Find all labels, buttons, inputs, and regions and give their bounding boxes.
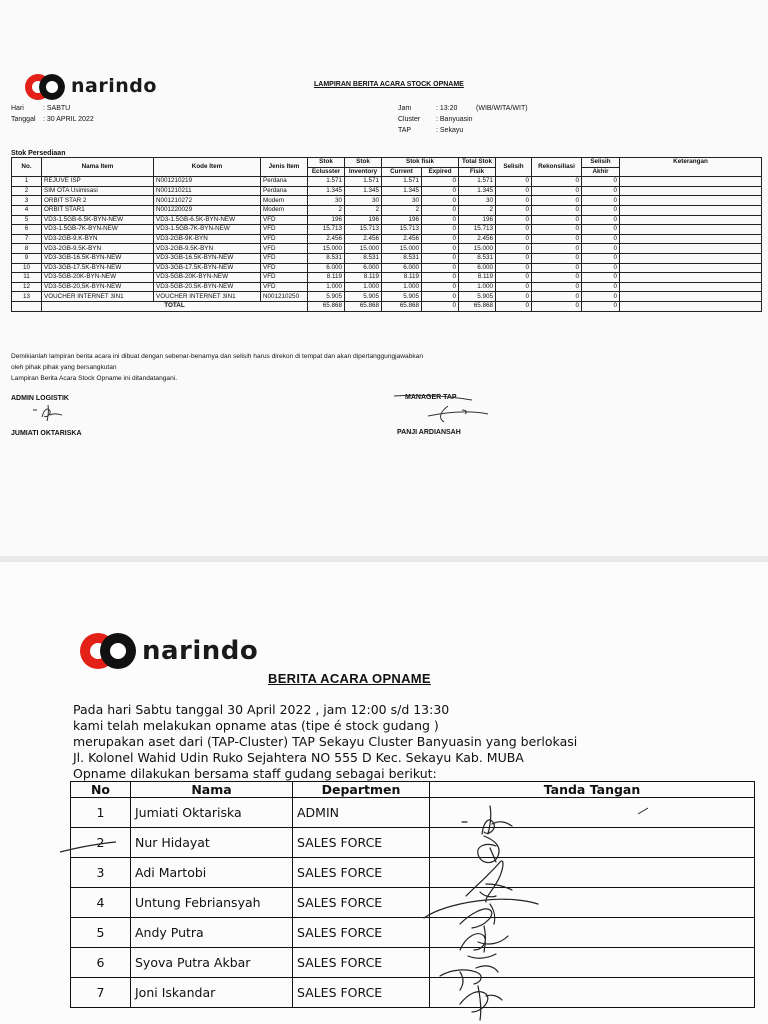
staff-cell-no: 3: [71, 858, 131, 888]
cell-inventory: 8.531: [345, 253, 382, 263]
cell-rekon: 0: [532, 234, 582, 244]
table-row: [12, 177, 762, 187]
cell-ecluster: 8.531: [308, 253, 345, 263]
cell-nama: ORBIT STAR 2: [42, 196, 154, 206]
cell-current: 196: [382, 215, 422, 225]
cell-no: 11: [12, 273, 42, 283]
total-ecluster: 65.868: [308, 301, 345, 311]
cell-ket: [620, 292, 762, 302]
cell-total: 15.713: [459, 225, 496, 235]
staff-row: [71, 948, 755, 978]
staff-row: [71, 828, 755, 858]
cell-no: 6: [12, 225, 42, 235]
staff-row: [71, 978, 755, 1008]
table-row: [12, 205, 762, 215]
total-rekon: 0: [532, 301, 582, 311]
cell-kode: VD3-2GB-9.5K-BYN: [154, 244, 261, 254]
staff-cell-dept: SALES FORCE: [293, 858, 430, 888]
cell-blank: [12, 301, 42, 311]
cell-expired: 0: [422, 253, 459, 263]
cell-inventory: 2.456: [345, 234, 382, 244]
cell-selisih: 0: [496, 205, 532, 215]
cell-jenis: Perdana: [261, 186, 308, 196]
th-selisih: Selisih: [496, 158, 532, 177]
cell-rekon: 0: [532, 177, 582, 187]
cell-expired: 0: [422, 196, 459, 206]
cell-selisih: 0: [496, 253, 532, 263]
table-row: [12, 196, 762, 206]
cell-jenis: VFD: [261, 263, 308, 273]
cell-no: 10: [12, 263, 42, 273]
cell-kode: N001210219: [154, 177, 261, 187]
cell-total: 15.000: [459, 244, 496, 254]
cell-current: 1.345: [382, 186, 422, 196]
sign-left-name: JUMIATI OKTARISKA: [11, 430, 82, 437]
th-total-stok: Total Stok: [459, 158, 496, 168]
cell-kode: VD3-3GB-16.5K-BYN-NEW: [154, 253, 261, 263]
table-row: [12, 263, 762, 273]
staff-cell-nama: Adi Martobi: [131, 858, 293, 888]
narrative-line-4: Jl. Kolonel Wahid Udin Ruko Sejahtera NO 555 D Kec. Sekayu Kab. MUBA: [73, 750, 524, 765]
staff-cell-dept: SALES FORCE: [293, 918, 430, 948]
table-row: [12, 215, 762, 225]
cell-no: 2: [12, 186, 42, 196]
cell-ket: [620, 282, 762, 292]
cell-jenis: VFD: [261, 244, 308, 254]
cell-akhir: 0: [582, 273, 620, 283]
info-value-tap: : Sekayu: [436, 127, 464, 134]
cell-inventory: 6.000: [345, 263, 382, 273]
cell-current: 1.571: [382, 177, 422, 187]
cell-nama: VD3-3GB-17.5K-BYN-NEW: [42, 263, 154, 273]
staff-cell-no: 1: [71, 798, 131, 828]
cell-total: 8.119: [459, 273, 496, 283]
cell-nama: VD3-5GB-20,5K-BYN-NEW: [42, 282, 154, 292]
cell-total: 6.000: [459, 263, 496, 273]
cell-jenis: Perdana: [261, 177, 308, 187]
cell-ecluster: 30: [308, 196, 345, 206]
staff-cell-dept: SALES FORCE: [293, 888, 430, 918]
cell-expired: 0: [422, 215, 459, 225]
narindo-logo-icon: [25, 73, 65, 101]
staff-cell-nama: Jumiati Oktariska: [131, 798, 293, 828]
cell-current: 8.531: [382, 253, 422, 263]
staff-th-ttd: Tanda Tangan: [430, 782, 755, 798]
info-value-jam: : 13:20: [436, 105, 458, 112]
th-selisih-akhir-2: Akhir: [582, 167, 620, 177]
cell-current: 2: [382, 205, 422, 215]
info-label-hari: Hari: [11, 105, 24, 112]
cell-kode: VD3-2GB-9K-BYN: [154, 234, 261, 244]
th-current: Current: [382, 167, 422, 177]
cell-total: 1.345: [459, 186, 496, 196]
cell-inventory: 1.000: [345, 282, 382, 292]
th-stok-fisik: Stok fisik: [382, 158, 459, 168]
total-current: 65.868: [382, 301, 422, 311]
total-expired: 0: [422, 301, 459, 311]
cell-rekon: 0: [532, 225, 582, 235]
cell-kode: N001220029: [154, 205, 261, 215]
cell-inventory: 1.345: [345, 186, 382, 196]
cell-ecluster: 15.000: [308, 244, 345, 254]
cell-selisih: 0: [496, 244, 532, 254]
cell-ket: [620, 263, 762, 273]
cell-total: 2.456: [459, 234, 496, 244]
narrative: [73, 702, 713, 782]
cell-rekon: 0: [532, 215, 582, 225]
cell-expired: 0: [422, 186, 459, 196]
statement-line-3: Lampiran Berita Acara Stock Opname ini ditandatangani.: [11, 375, 178, 382]
cell-no: 7: [12, 234, 42, 244]
total-row: [12, 301, 762, 311]
cell-akhir: 0: [582, 263, 620, 273]
staff-th-dept: Departmen: [293, 782, 430, 798]
cell-rekon: 0: [532, 282, 582, 292]
table-row: [12, 234, 762, 244]
cell-rekon: 0: [532, 292, 582, 302]
cell-kode: VOUCHER INTERNET 3IN1: [154, 292, 261, 302]
cell-selisih: 0: [496, 225, 532, 235]
staff-cell-nama: Andy Putra: [131, 918, 293, 948]
staff-cell-dept: SALES FORCE: [293, 828, 430, 858]
table-row: [12, 225, 762, 235]
statement-line-1: Demikianlah lampiran berita acara ini dibuat dengan sebenar-benarnya dan selisih harus direkon di tempat dan akan dipertanggungjawabkan: [11, 353, 424, 360]
cell-selisih: 0: [496, 282, 532, 292]
cell-ket: [620, 244, 762, 254]
info-label-tanggal: Tanggal: [11, 116, 36, 123]
cell-akhir: 0: [582, 292, 620, 302]
cell-total: 30: [459, 196, 496, 206]
staff-th-nama: Nama: [131, 782, 293, 798]
cell-expired: 0: [422, 225, 459, 235]
staff-row: [71, 858, 755, 888]
cell-current: 5.905: [382, 292, 422, 302]
cell-jenis: VFD: [261, 225, 308, 235]
cell-total: 196: [459, 215, 496, 225]
cell-akhir: 0: [582, 253, 620, 263]
staff-cell-nama: Syova Putra Akbar: [131, 948, 293, 978]
cell-nama: ORBIT STAR1: [42, 205, 154, 215]
cell-current: 6.000: [382, 263, 422, 273]
cell-ket: [620, 234, 762, 244]
cell-selisih: 0: [496, 234, 532, 244]
cell-blank: [620, 301, 762, 311]
cell-expired: 0: [422, 234, 459, 244]
info-timezone: (WIB/WITA/WIT): [476, 105, 528, 112]
narrative-line-5: Opname dilakukan bersama staff gudang sebagai berikut:: [73, 766, 437, 781]
total-inventory: 65.868: [345, 301, 382, 311]
cell-ket: [620, 225, 762, 235]
cell-nama: VOUCHER INTERNET 3IN1: [42, 292, 154, 302]
staff-cell-sig: [430, 948, 755, 978]
th-selisih-akhir-1: Selisih: [582, 158, 620, 168]
cell-rekon: 0: [532, 263, 582, 273]
cell-current: 2.456: [382, 234, 422, 244]
table-row: [12, 253, 762, 263]
cell-no: 5: [12, 215, 42, 225]
section-label: Stok Persediaan: [11, 150, 66, 157]
cell-kode: VD3-1.5GB-7K-BYN-NEW: [154, 225, 261, 235]
cell-kode: VD3-1.5GB-6.5K-BYN-NEW: [154, 215, 261, 225]
cell-nama: VD3-3GB-16.5K-BYN-NEW: [42, 253, 154, 263]
narindo-logo: [25, 73, 157, 101]
total-label: TOTAL: [42, 301, 308, 311]
staff-cell-sig: [430, 918, 755, 948]
cell-selisih: 0: [496, 186, 532, 196]
admin-signature: [28, 401, 68, 425]
cell-ket: [620, 273, 762, 283]
staff-cell-no: 2: [71, 828, 131, 858]
cell-ecluster: 196: [308, 215, 345, 225]
cell-total: 1.571: [459, 177, 496, 187]
cell-kode: VD3-3GB-17.5K-BYN-NEW: [154, 263, 261, 273]
table-row: [12, 244, 762, 254]
th-inventory: Inventory: [345, 167, 382, 177]
staff-cell-dept: SALES FORCE: [293, 978, 430, 1008]
cell-ecluster: 1.000: [308, 282, 345, 292]
info-label-tap: TAP: [398, 127, 412, 134]
table-row: [12, 292, 762, 302]
cell-no: 4: [12, 205, 42, 215]
th-expired: Expired: [422, 167, 459, 177]
th-stok-1: Stok: [308, 158, 345, 168]
brand-wordmark: narindo: [71, 75, 157, 97]
cell-selisih: 0: [496, 292, 532, 302]
cell-ket: [620, 205, 762, 215]
th-rekonsiliasi: Rekonsiliasi: [532, 158, 582, 177]
cell-inventory: 8.119: [345, 273, 382, 283]
cell-current: 30: [382, 196, 422, 206]
narindo-logo-large: [80, 631, 258, 671]
narrative-line-1: Pada hari Sabtu tanggal 30 April 2022 , jam 12:00 s/d 13:30: [73, 702, 450, 717]
cell-nama: VD3-2GB-9.K-BYN: [42, 234, 154, 244]
cell-expired: 0: [422, 273, 459, 283]
cell-inventory: 5.905: [345, 292, 382, 302]
narrative-line-3: merupakan aset dari (TAP-Cluster) TAP Sekayu Cluster Banyuasin yang berlokasi: [73, 734, 578, 749]
cell-akhir: 0: [582, 186, 620, 196]
staff-row: [71, 918, 755, 948]
cell-current: 8.119: [382, 273, 422, 283]
cell-no: 13: [12, 292, 42, 302]
table-row: [12, 282, 762, 292]
cell-expired: 0: [422, 282, 459, 292]
staff-th-no: No: [71, 782, 131, 798]
total-total: 65.868: [459, 301, 496, 311]
cell-jenis: N001210250: [261, 292, 308, 302]
staff-cell-no: 7: [71, 978, 131, 1008]
cell-nama: VD3-2GB-9.5K-BYN: [42, 244, 154, 254]
cell-akhir: 0: [582, 282, 620, 292]
staff-cell-no: 5: [71, 918, 131, 948]
cell-kode: VD3-5GB-20.5K-BYN-NEW: [154, 282, 261, 292]
statement-line-2: oleh pihak pihak yang bersangkutan: [11, 364, 117, 371]
sign-right-title: MANAGER TAP: [405, 394, 457, 401]
info-value-cluster: : Banyuasin: [436, 116, 473, 123]
staff-cell-sig: [430, 888, 755, 918]
narindo-logo-large-icon: [80, 631, 136, 671]
cell-selisih: 0: [496, 263, 532, 273]
statement: [11, 351, 751, 384]
cell-inventory: 196: [345, 215, 382, 225]
info-value-tanggal: : 30 APRIL 2022: [43, 116, 94, 123]
cell-expired: 0: [422, 205, 459, 215]
cell-akhir: 0: [582, 234, 620, 244]
th-jenis-item: Jenis Item: [261, 158, 308, 177]
cell-selisih: 0: [496, 273, 532, 283]
cell-total: 8.531: [459, 253, 496, 263]
staff-cell-no: 4: [71, 888, 131, 918]
staff-cell-sig: [430, 798, 755, 828]
lampiran-title: LAMPIRAN BERITA ACARA STOCK OPNAME: [314, 81, 464, 88]
cell-jenis: VFD: [261, 215, 308, 225]
cell-ecluster: 2: [308, 205, 345, 215]
cell-rekon: 0: [532, 186, 582, 196]
cell-no: 1: [12, 177, 42, 187]
cell-nama: VD3-1.5GB-6.5K-BYN-NEW: [42, 215, 154, 225]
narrative-line-2: kami telah melakukan opname atas (tipe é stock gudang ): [73, 718, 439, 733]
total-selisih: 0: [496, 301, 532, 311]
cell-ket: [620, 215, 762, 225]
cell-selisih: 0: [496, 177, 532, 187]
cell-expired: 0: [422, 263, 459, 273]
cell-akhir: 0: [582, 225, 620, 235]
cell-ecluster: 2.456: [308, 234, 345, 244]
staff-row: [71, 798, 755, 828]
cell-nama: REJUVE ISP: [42, 177, 154, 187]
staff-cell-sig: [430, 828, 755, 858]
staff-cell-sig: [430, 858, 755, 888]
cell-expired: 0: [422, 292, 459, 302]
cell-ecluster: 8.119: [308, 273, 345, 283]
cell-rekon: 0: [532, 196, 582, 206]
cell-jenis: VFD: [261, 273, 308, 283]
cell-rekon: 0: [532, 253, 582, 263]
cell-akhir: 0: [582, 177, 620, 187]
cell-total: 2: [459, 205, 496, 215]
cell-inventory: 1.571: [345, 177, 382, 187]
cell-current: 1.000: [382, 282, 422, 292]
cell-no: 3: [12, 196, 42, 206]
cell-kode: VD3-5GB-20K-BYN-NEW: [154, 273, 261, 283]
cell-ecluster: 1.345: [308, 186, 345, 196]
cell-ecluster: 6.000: [308, 263, 345, 273]
cell-jenis: Modem: [261, 205, 308, 215]
sign-right-name: PANJI ARDIANSAH: [397, 429, 461, 436]
cell-akhir: 0: [582, 244, 620, 254]
cell-selisih: 0: [496, 215, 532, 225]
staff-cell-dept: ADMIN: [293, 798, 430, 828]
cell-no: 8: [12, 244, 42, 254]
cell-akhir: 0: [582, 196, 620, 206]
cell-selisih: 0: [496, 196, 532, 206]
info-label-cluster: Cluster: [398, 116, 421, 123]
th-keterangan: Keterangan: [620, 158, 762, 177]
cell-kode: N001210272: [154, 196, 261, 206]
cell-no: 12: [12, 282, 42, 292]
berita-acara-title: BERITA ACARA OPNAME: [268, 671, 431, 686]
cell-ecluster: 15.713: [308, 225, 345, 235]
cell-jenis: VFD: [261, 234, 308, 244]
cell-inventory: 2: [345, 205, 382, 215]
cell-kode: N001210211: [154, 186, 261, 196]
th-ecluster: Eclusster: [308, 167, 345, 177]
cell-jenis: VFD: [261, 282, 308, 292]
cell-nama: VD3-5GB-20K-BYN-NEW: [42, 273, 154, 283]
cell-rekon: 0: [532, 273, 582, 283]
cell-inventory: 30: [345, 196, 382, 206]
cell-rekon: 0: [532, 205, 582, 215]
info-right: [398, 103, 528, 136]
th-no: No.: [12, 158, 42, 177]
cell-jenis: VFD: [261, 253, 308, 263]
cell-no: 9: [12, 253, 42, 263]
info-left: [11, 103, 94, 125]
cell-expired: 0: [422, 177, 459, 187]
info-value-hari: : SABTU: [43, 105, 71, 112]
cell-nama: SIM OTA Usimisasi: [42, 186, 154, 196]
th-nama-item: Nama Item: [42, 158, 154, 177]
cell-ket: [620, 186, 762, 196]
cell-expired: 0: [422, 244, 459, 254]
cell-jenis: Modem: [261, 196, 308, 206]
cell-current: 15.000: [382, 244, 422, 254]
table-row: [12, 186, 762, 196]
cell-inventory: 15.713: [345, 225, 382, 235]
info-label-jam: Jam: [398, 105, 412, 112]
cell-akhir: 0: [582, 215, 620, 225]
cell-total: 5.905: [459, 292, 496, 302]
staff-cell-nama: Nur Hidayat: [131, 828, 293, 858]
staff-cell-sig: [430, 978, 755, 1008]
cell-ecluster: 5.905: [308, 292, 345, 302]
brand-wordmark-large: narindo: [142, 636, 259, 666]
sign-left-title: ADMIN LOGISTIK: [11, 395, 69, 402]
th-kode-item: Kode Item: [154, 158, 261, 177]
cell-inventory: 15.000: [345, 244, 382, 254]
cell-total: 1.000: [459, 282, 496, 292]
staff-cell-no: 6: [71, 948, 131, 978]
total-akhir: 0: [582, 301, 620, 311]
cell-nama: VD3-1.5GB-7K-BYN-NEW: [42, 225, 154, 235]
staff-cell-nama: Untung Febriansyah: [131, 888, 293, 918]
th-stok-2: Stok: [345, 158, 382, 168]
cell-ket: [620, 196, 762, 206]
stock-table: [11, 157, 762, 312]
th-fisik: Fisik: [459, 167, 496, 177]
cell-ecluster: 1.571: [308, 177, 345, 187]
cell-rekon: 0: [532, 244, 582, 254]
staff-table: [70, 781, 755, 1008]
staff-cell-dept: SALES FORCE: [293, 948, 430, 978]
cell-current: 15.713: [382, 225, 422, 235]
staff-row: [71, 888, 755, 918]
cell-akhir: 0: [582, 205, 620, 215]
table-row: [12, 273, 762, 283]
staff-cell-nama: Joni Iskandar: [131, 978, 293, 1008]
cell-ket: [620, 253, 762, 263]
cell-ket: [620, 177, 762, 187]
